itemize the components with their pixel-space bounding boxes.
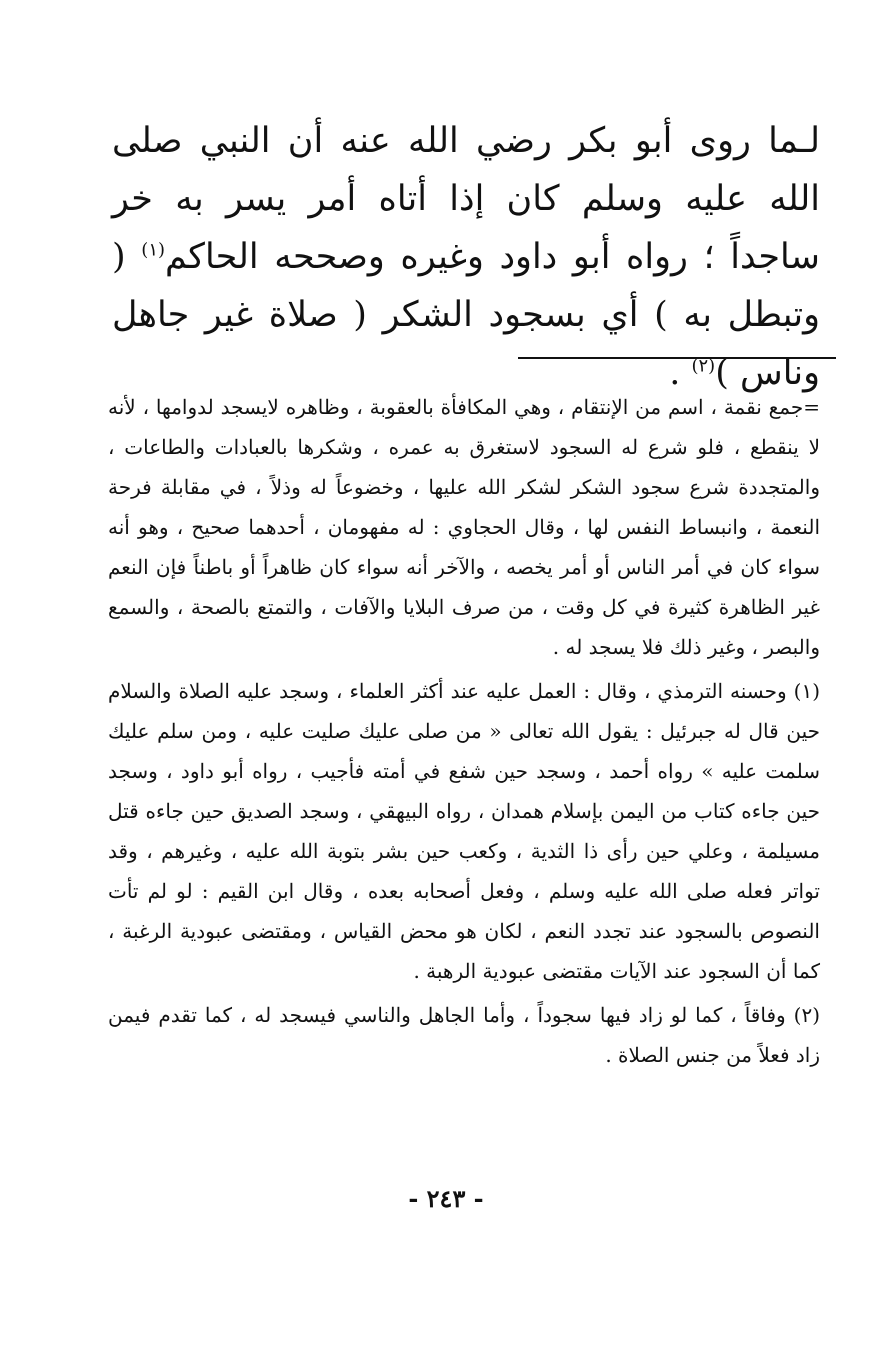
main-text-part-1: لـما روى أبو بكر رضي الله عنه أن النبي صلى الله عليه وسلم كان إذا أتاه أمر يسر به خر ساجداً ؛ رواه أبو داود وغيره وصححه الحاكم [112, 121, 820, 277]
footnote-ref-2: (٢) [691, 355, 716, 377]
main-text-part-2: ( وتبطل به ) أي بسجود الشكر ( صلاة غير جاهل وناس ) [112, 237, 820, 393]
footnotes [108, 387, 820, 1079]
footnote-1: (١) وحسنه الترمذي ، وقال : العمل عليه عند أكثر العلماء ، وسجد عليه الصلاة والسلام حين قال له جبرئيل : يقول الله تعالى « من صلى عليك صليت عليه ، ومن سلم عليك سلمت عليه » رواه أحمد ، وسجد حين شفع في أمته فأجيب ، رواه أبو داود ، وسجد حين جاءه كتاب من اليمن بإسلام همدان ، رواه البيهقي ، وسجد الصديق حين جاءه قتل مسيلمة ، وعلي حين رأى ذا الثدية ، وكعب حين بشر بتوبة الله عليه ، وغيرهم ، وقد تواتر فعله صلى الله عليه وسلم ، وفعل أصحابه بعده ، وقال ابن القيم : لو لم تأت النصوص بالسجود عند تجدد النعم ، لكان هو محض القياس ، ومقتضى عبودية الرغبة ، كما أن السجود عند الآيات مقتضى عبودية الرهبة . [108, 679, 820, 983]
footnote-divider [518, 357, 836, 359]
footnote-continuation: =جمع نقمة ، اسم من الإنتقام ، وهي المكافأة بالعقوبة ، وظاهره لايسجد لدوامها ، لأنه لا ينقطع ، فلو شرع له السجود لاستغرق به عمره ، وشكرها بالعبادات والطاعات ، والمتجددة شرع سجود الشكر لشكر الله عليها ، وخضوعاً له وذلاً ، في مقابلة فرحة النعمة ، وانبساط النفس لها ، وقال الحجاوي : له مفهومان ، أحدهما صحيح ، وهو أنه سواء كان في أمر الناس أو أمر يخصه ، والآخر أنه سواء كان ظاهراً أو باطناً فإن النعم غير الظاهرة كثيرة في كل وقت ، من صرف البلايا والآفات ، والتمتع بالصحة ، والسمع والبصر ، وغير ذلك فلا يسجد له . [108, 395, 821, 659]
main-text-part-3: . [669, 353, 692, 393]
footnote-2: (٢) وفاقاً ، كما لو زاد فيها سجوداً ، وأما الجاهل والناسي فيسجد له ، كما تقدم فيمن زاد فعلاً من جنس الصلاة . [108, 1003, 820, 1067]
footnote-ref-1: (١) [141, 239, 166, 261]
page-number: - ٢٤٣ - [408, 1184, 484, 1213]
